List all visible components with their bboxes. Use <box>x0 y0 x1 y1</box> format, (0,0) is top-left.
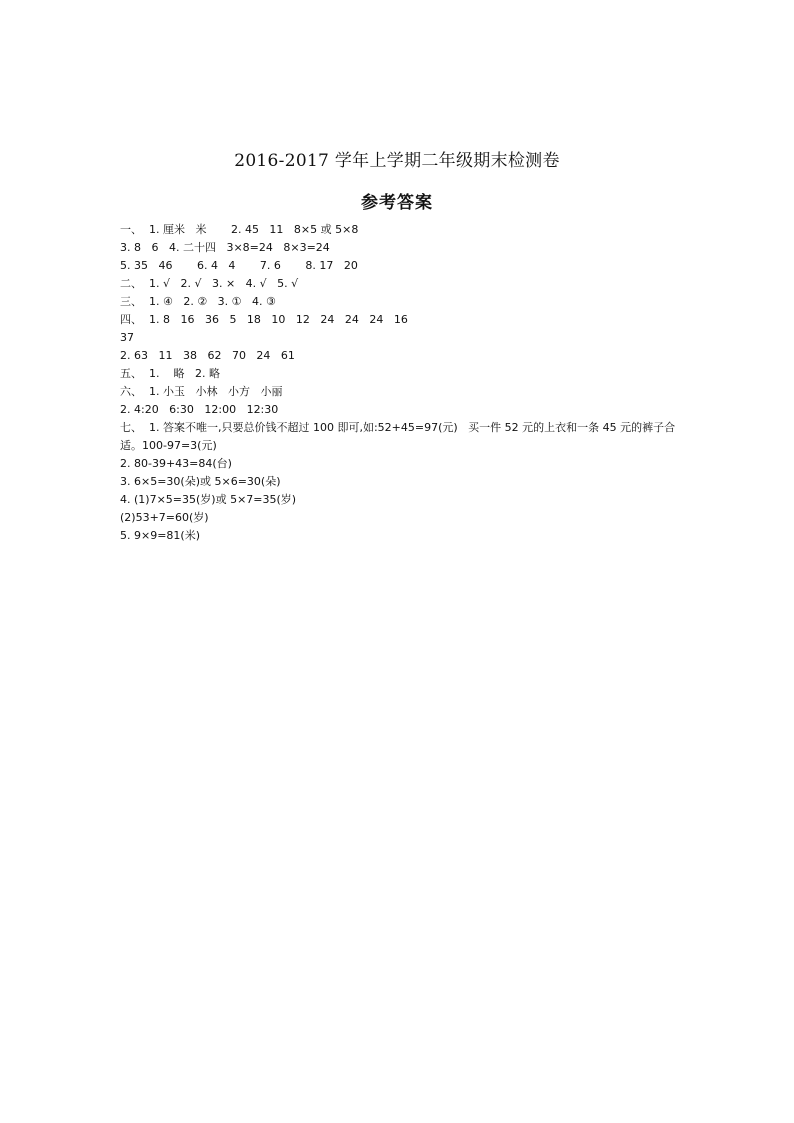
answer-line-13: 2. 80-39+43=84(台) <box>120 457 232 470</box>
document-subtitle: 参考答案 <box>361 193 433 213</box>
answer-line-1: 一、 1. 厘米 米 2. 45 11 8×5 或 5×8 <box>120 223 359 236</box>
answer-line-17: 5. 9×9=81(米) <box>120 529 201 542</box>
answer-line-12: 七、 1. 答案不唯一,只要总价钱不超过 100 即可,如:52+45=97(元) 买一件 52 元的上衣和一条 45 元的裤子合适。100-97=3(元) <box>120 421 676 452</box>
answer-line-8: 2. 63 11 38 62 70 24 61 <box>120 349 295 362</box>
answer-line-10: 六、 1. 小玉 小林 小方 小丽 <box>120 385 283 398</box>
answer-line-11: 2. 4:20 6:30 12:00 12:30 <box>120 403 279 416</box>
answer-line-2: 3. 8 6 4. 二十四 3×8=24 8×3=24 <box>120 241 330 254</box>
answer-line-4: 二、 1. √ 2. √ 3. × 4. √ 5. √ <box>120 277 299 290</box>
answer-line-15: 4. (1)7×5=35(岁)或 5×7=35(岁) <box>120 493 297 506</box>
answer-line-14: 3. 6×5=30(朵)或 5×6=30(朵) <box>120 475 281 488</box>
document-title: 2016-2017 学年上学期二年级期末检测卷 <box>234 151 560 171</box>
answer-line-9: 五、 1. 略 2. 略 <box>120 367 220 380</box>
answer-line-7: 37 <box>120 331 134 344</box>
answer-line-3: 5. 35 46 6. 4 4 7. 6 8. 17 20 <box>120 259 358 272</box>
answer-list <box>120 221 690 545</box>
answer-line-6: 四、 1. 8 16 36 5 18 10 12 24 24 24 16 <box>120 313 408 326</box>
answer-line-5: 三、 1. ④ 2. ② 3. ① 4. ③ <box>120 295 276 308</box>
answer-line-16: (2)53+7=60(岁) <box>120 511 209 524</box>
